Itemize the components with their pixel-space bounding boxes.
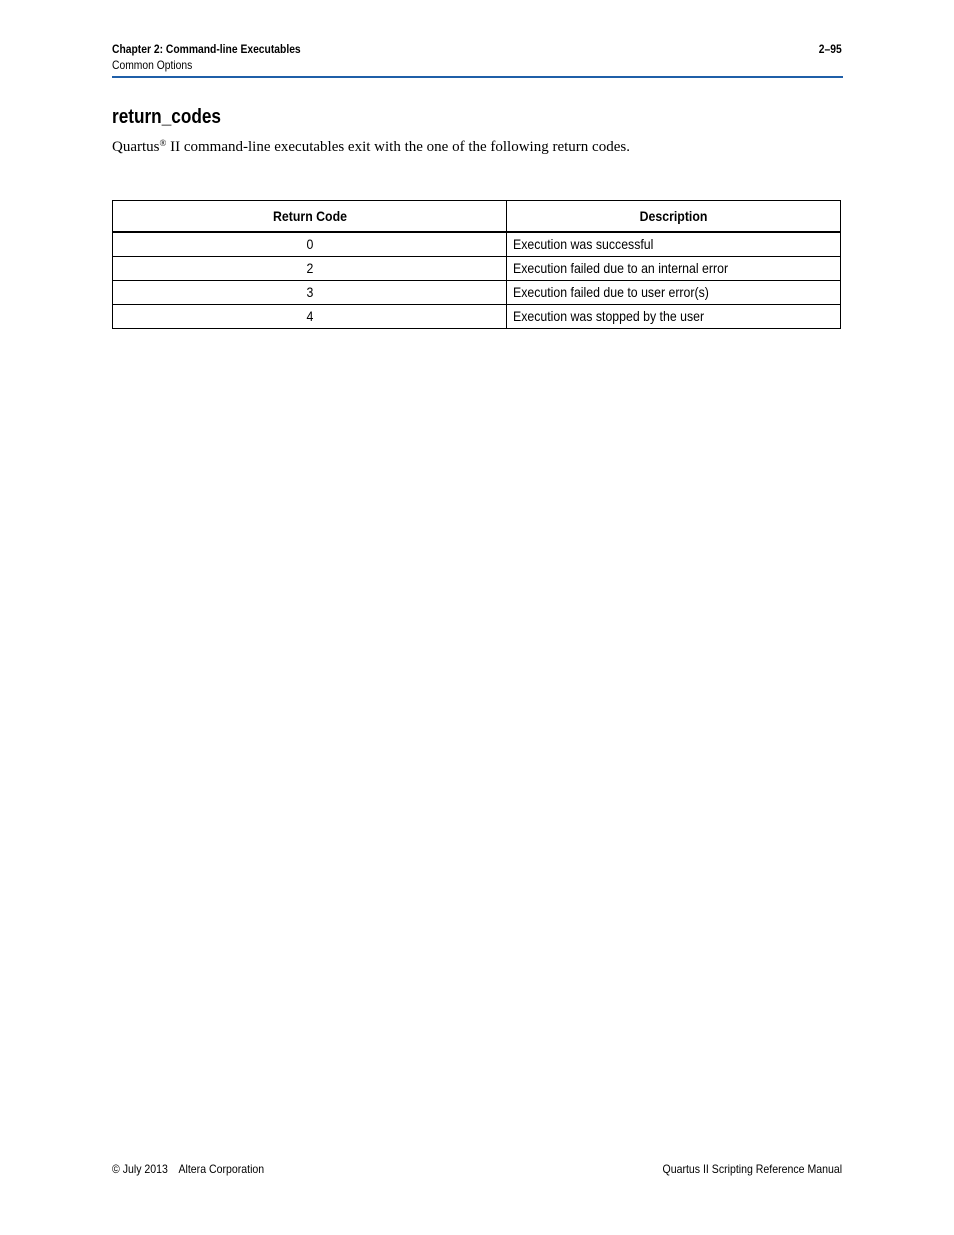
column-header-return-code: Return Code [113, 201, 507, 233]
table-row [113, 281, 841, 305]
column-header-description: Description [507, 201, 841, 233]
description-cell: Execution was stopped by the user [507, 305, 841, 329]
description-cell: Execution failed due to an internal error [507, 257, 841, 281]
footer-copyright: © July 2013 [112, 1162, 168, 1176]
return-codes-table [112, 200, 841, 329]
return-code-cell: 3 [113, 281, 507, 305]
return-code-cell: 2 [113, 257, 507, 281]
footer-company: Altera Corporation [178, 1162, 265, 1176]
chapter-title: Chapter 2: Command-line Executables [112, 42, 301, 56]
registered-mark: ® [159, 138, 167, 148]
table-row [113, 257, 841, 281]
footer-left [112, 1162, 264, 1176]
table-header-row [113, 201, 841, 233]
return-code-cell: 0 [113, 232, 507, 257]
page-title: return_codes [112, 106, 221, 128]
return-code-cell: 4 [113, 305, 507, 329]
intro-text: II command-line executables exit with the one of the following return codes. [166, 139, 630, 155]
table-row [113, 232, 841, 257]
page-number: 2–95 [819, 42, 842, 56]
description-cell: Execution failed due to user error(s) [507, 281, 841, 305]
footer-manual-title: Quartus II Scripting Reference Manual [662, 1162, 842, 1176]
page-header [112, 42, 843, 78]
intro-paragraph [112, 139, 630, 156]
description-cell: Execution was successful [507, 232, 841, 257]
table-row [113, 305, 841, 329]
section-title: Common Options [112, 58, 193, 72]
intro-brand: Quartus [112, 139, 160, 155]
